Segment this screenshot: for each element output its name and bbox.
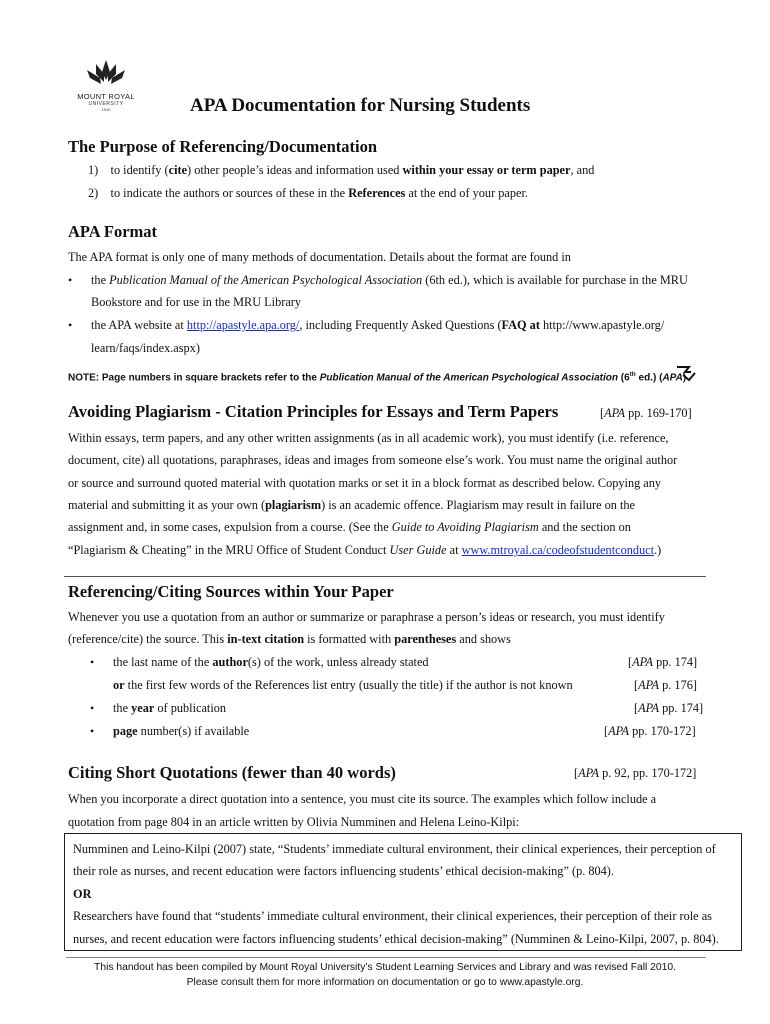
student-conduct-link[interactable]: www.mtroyal.ca/codeofstudentconduct: [461, 543, 655, 557]
text: “Plagiarism & Cheating” in the MRU Office of Student Conduct: [68, 543, 390, 557]
italic-text: APA: [662, 372, 683, 384]
list-item: [113, 701, 226, 716]
bullet-icon: •: [90, 655, 95, 669]
list-item: [113, 724, 249, 739]
plagiarism-heading: Avoiding Plagiarism - Citation Principles for Essays and Term Papers: [68, 402, 559, 421]
text: NOTE: Page numbers in square brackets refer to the: [68, 372, 320, 384]
page-ref: [APA p. 176]: [634, 678, 697, 692]
text: ) is an academic offence. Plagiarism may result in failure on the: [321, 498, 636, 512]
italic-text: User Guide: [389, 543, 447, 557]
university-logo: [66, 58, 146, 112]
format-bullet-2-line2: learn/faqs/index.aspx): [91, 341, 200, 355]
text: pp. 170-172]: [629, 724, 696, 738]
logo-year: 1910: [101, 107, 111, 112]
referencing-line-2: [68, 632, 511, 647]
italic-text: APA: [604, 406, 626, 420]
short-quotes-line-2: quotation from page 804 in an article written by Olivia Numminen and Helena Leino-Kilpi:: [68, 815, 520, 829]
footer-line-1: This handout has been compiled by Mount Royal University’s Student Learning Services and Library and was revised Fall 2010.: [94, 962, 676, 973]
bold-text: FAQ at: [501, 318, 540, 332]
text: http://www.apastyle.org/: [539, 318, 665, 332]
text: (6th ed.), which is available for purchase in the MRU: [422, 273, 688, 287]
italic-text: APA: [632, 655, 654, 669]
italic-text: APA: [638, 701, 660, 715]
footer-line-2: Please consult them for more information on documentation or go to www.apastyle.org.: [186, 977, 584, 988]
text: , and: [570, 163, 595, 177]
bullet-icon: •: [90, 701, 95, 715]
text: the first few words of the References list entry (usually the title) if the author is not known: [124, 678, 573, 692]
bold-text: cite: [168, 163, 188, 177]
format-bullet-1-line2: Bookstore and for use in the MRU Library: [91, 295, 302, 309]
text: (reference/cite) the source. This: [68, 632, 228, 646]
text: pp. 174]: [653, 655, 698, 669]
bold-text: or: [113, 678, 125, 692]
plagiarism-line-2: document, cite) all quotations, paraphrases, ideas and images from someone else’s work. You must name the original author: [68, 453, 678, 467]
bullet-icon: •: [90, 724, 95, 738]
text: (6: [617, 372, 630, 384]
text: ed.) (: [635, 372, 663, 384]
short-quotes-line-1: When you incorporate a direct quotation into a sentence, you must cite its source. The examples which follow include a: [68, 792, 657, 806]
footer-divider: [66, 957, 706, 958]
italic-text: APA: [638, 678, 660, 692]
logo-name-line2: UNIVERSITY: [88, 101, 124, 107]
plagiarism-line-5: [68, 520, 631, 535]
example-line-2: their role as nurses, and recent education were factors influencing students’ ethical decision-making” (p. 804).: [73, 864, 614, 878]
bullet-icon: •: [68, 273, 73, 287]
bold-text: in-text citation: [227, 632, 305, 646]
page-ref: [APA pp. 170-172]: [604, 724, 696, 738]
text: the APA website at: [91, 318, 187, 332]
bullet-icon: •: [68, 318, 73, 332]
text: (s) of the work, unless already stated: [247, 655, 429, 669]
example-line-4: nurses, and recent education were factors influencing students’ ethical decision-making” (Numminen & Leino-Kilpi, 2007, p. 804).: [73, 932, 719, 946]
text: .): [654, 543, 662, 557]
short-quotes-heading: Citing Short Quotations (fewer than 40 words): [68, 763, 396, 782]
example-line-3: Researchers have found that “students’ immediate cultural environment, their clinical experiences, their perception of their role as: [73, 909, 712, 923]
italic-text: Guide to Avoiding Plagiarism: [391, 520, 539, 534]
list-number: 2): [88, 186, 99, 200]
page-ref: [APA pp. 174]: [634, 701, 704, 715]
bold-text: plagiarism: [265, 498, 322, 512]
logo-name-line1: MOUNT ROYAL: [77, 92, 135, 101]
purpose-heading: The Purpose of Referencing/Documentation: [68, 137, 378, 156]
format-bullet-2: [91, 318, 664, 333]
plagiarism-line-4: [68, 498, 635, 513]
text: , including Frequently Asked Questions (: [299, 318, 502, 332]
text: [: [600, 406, 605, 420]
italic-text: APA: [608, 724, 630, 738]
text: at: [446, 543, 462, 557]
referencing-line-1: Whenever you use a quotation from an author or summarize or paraphrase a person’s ideas or research, you must identify: [68, 610, 665, 624]
page-ref: [APA pp. 174]: [628, 655, 698, 669]
text: is formatted with: [304, 632, 395, 646]
format-heading: APA Format: [68, 222, 158, 241]
plagiarism-line-3: or source and surround quoted material with quotation marks or set it in a block format as described below. Copying any: [68, 476, 662, 490]
text: p. 176]: [659, 678, 697, 692]
superscript: th: [629, 371, 636, 378]
bold-text: year: [131, 701, 155, 715]
text: pp. 169-170]: [625, 406, 692, 420]
list-item: [113, 655, 429, 670]
section-divider: [64, 576, 706, 577]
short-quotes-page-ref: [APA p. 92, pp. 170-172]: [574, 766, 697, 780]
text: the last name of the: [113, 655, 213, 669]
text: to identify (: [110, 163, 169, 177]
plagiarism-line-1: Within essays, term papers, and any other written assignments (as in all academic work), you must identify (i.e. reference,: [68, 431, 669, 445]
format-intro: The APA format is only one of many methods of documentation. Details about the format are found in: [68, 250, 571, 264]
purpose-item-1: [88, 163, 594, 178]
text: pp. 174]: [659, 701, 704, 715]
mount-royal-logo: [84, 58, 128, 88]
plagiarism-line-6: [68, 543, 661, 558]
list-item: [113, 678, 573, 693]
text: ) other people’s ideas and information used: [187, 163, 403, 177]
text: and shows: [456, 632, 511, 646]
italic-text: APA: [578, 766, 600, 780]
page-title: APA Documentation for Nursing Students: [190, 95, 531, 116]
format-bullet-1: [91, 273, 688, 288]
text: assignment and, in some cases, expulsion from a course. (See the: [68, 520, 392, 534]
example-or: OR: [73, 887, 92, 901]
bold-text: page: [113, 724, 138, 738]
plagiarism-page-ref: [600, 406, 692, 421]
referencing-heading: Referencing/Citing Sources within Your Paper: [68, 582, 394, 601]
bold-text: author: [212, 655, 248, 669]
text: number(s) if available: [137, 724, 250, 738]
apa-website-link[interactable]: http://apastyle.apa.org/: [186, 318, 300, 332]
text: and the section on: [538, 520, 631, 534]
text: to indicate the authors or sources of these in the: [110, 186, 349, 200]
bold-text: parentheses: [394, 632, 457, 646]
format-note: [68, 371, 686, 383]
text: the: [113, 701, 132, 715]
text: ): [682, 372, 687, 384]
bold-text: within your essay or term paper: [402, 163, 571, 177]
text: material and submitting it as your own (: [68, 498, 266, 512]
italic-text: Publication Manual of the American Psychological Association: [109, 273, 423, 287]
italic-text: Publication Manual of the American Psychological Association: [319, 372, 618, 384]
text: p. 92, pp. 170-172]: [599, 766, 697, 780]
bold-text: References: [348, 186, 406, 200]
purpose-item-2: [88, 186, 528, 201]
example-line-1: Numminen and Leino-Kilpi (2007) state, “Students’ immediate cultural environment, their clinical experiences, their perception of: [73, 842, 716, 856]
apa-mark-icon: [675, 363, 697, 383]
text: at the end of your paper.: [405, 186, 528, 200]
text: the: [91, 273, 110, 287]
list-number: 1): [88, 163, 99, 177]
text: of publication: [154, 701, 227, 715]
